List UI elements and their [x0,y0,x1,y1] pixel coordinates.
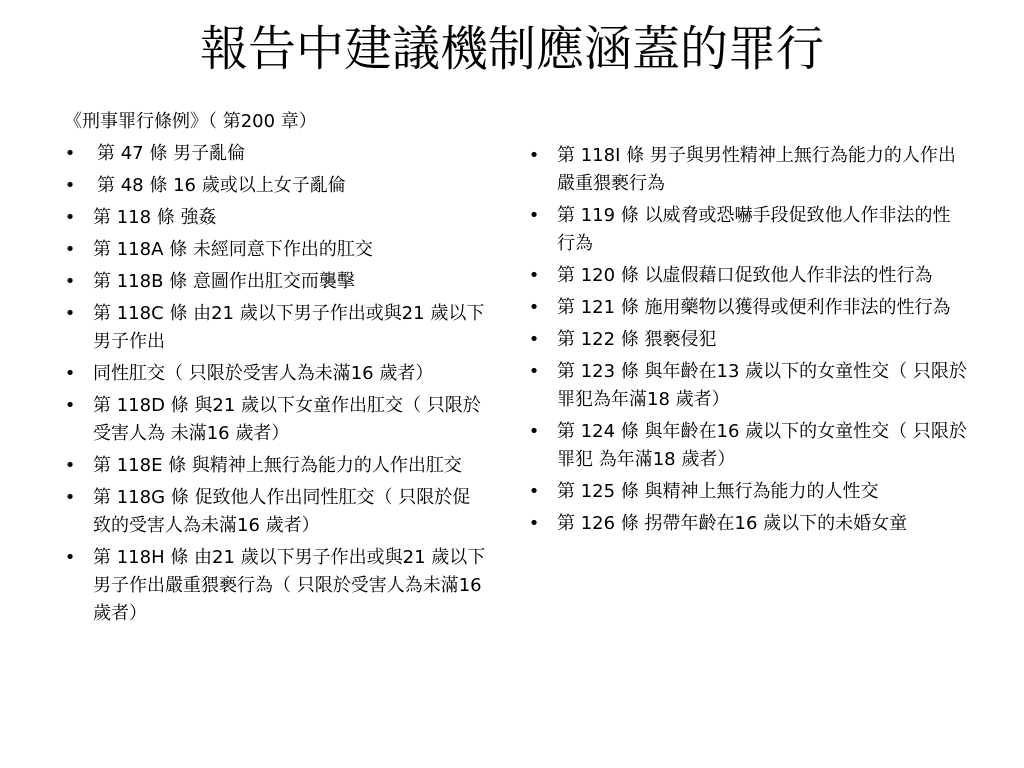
bullet-icon: • [64,143,76,164]
offense-text: 第 118D 條 與21 歲以下女童作出肛交（ 只限於受害人為 未滿16 歲者） [93,395,481,444]
offense-text: 第 48 條 16 歲或以上女子亂倫 [97,175,346,196]
offense-text: 第 120 條 以虛假藉口促致他人作非法的性行為 [557,265,933,286]
offense-text: 第 118C 條 由21 歲以下男子作出或與21 歲以下男子作出 [93,303,485,352]
list-item [64,300,488,356]
offense-text: 第 47 條 男子亂倫 [97,143,246,164]
list-item [64,140,488,168]
offense-text: 第 118H 條 由21 歲以下男子作出或與21 歲以下男子作出嚴重猥褻行為（ 只限於受害人為未滿16 歲者） [93,547,486,624]
bullet-icon: • [528,329,540,350]
offense-text: 第 118B 條 意圖作出肛交而襲擊 [93,271,355,292]
list-item [528,418,968,474]
offense-text: 第 125 條 與精神上無行為能力的人性交 [557,481,879,502]
bullet-icon: • [64,547,76,568]
list-item [64,236,488,264]
list-item [64,392,488,448]
offense-text: 第 124 條 與年齡在16 歲以下的女童性交（ 只限於罪犯 為年滿18 歲者） [557,421,967,470]
list-item [528,358,968,414]
list-item [64,204,488,232]
offense-text: 第 119 條 以威脅或恐嚇手段促致他人作非法的性行為 [557,205,951,254]
left-offense-list [64,140,488,628]
bullet-icon: • [64,487,76,508]
right-offense-list [528,142,968,538]
list-item [528,202,968,258]
offense-text: 第 118G 條 促致他人作出同性肛交（ 只限於促致的受害人為未滿16 歲者） [93,487,471,536]
list-item [528,326,968,354]
bullet-icon: • [64,271,76,292]
offense-text: 第 121 條 施用藥物以獲得或便利作非法的性行為 [557,297,951,318]
bullet-icon: • [528,297,540,318]
offense-text: 第 118A 條 未經同意下作出的肛交 [93,239,373,260]
offense-text: 同性肛交（ 只限於受害人為未滿16 歲者） [93,363,434,384]
slide-title: 報告中建議機制應涵蓋的罪行 [199,21,824,77]
list-item [64,452,488,480]
list-item [64,484,488,540]
bullet-icon: • [528,265,540,286]
list-item [528,478,968,506]
list-item [64,172,488,200]
offense-text: 第 118E 條 與精神上無行為能力的人作出肛交 [93,455,462,476]
offense-text: 第 122 條 猥褻侵犯 [557,329,717,350]
list-item [528,262,968,290]
list-item [528,510,968,538]
list-item [64,360,488,388]
bullet-icon: • [528,481,540,502]
offense-text: 第 126 條 拐帶年齡在16 歲以下的未婚女童 [557,513,908,534]
list-item [64,268,488,296]
bullet-icon: • [64,239,76,260]
bullet-icon: • [64,303,76,324]
left-column [64,108,488,632]
list-item [528,142,968,198]
bullet-icon: • [64,175,76,196]
ordinance-heading: 《刑事罪行條例》（ 第200 章） [64,111,317,132]
bullet-icon: • [528,205,540,226]
list-item [528,294,968,322]
list-item [64,544,488,628]
offense-text: 第 123 條 與年齡在13 歲以下的女童性交（ 只限於罪犯為年滿18 歲者） [557,361,967,410]
bullet-icon: • [528,421,540,442]
offense-text: 第 118I 條 男子與男性精神上無行為能力的人作出嚴重猥褻行為 [557,145,956,194]
bullet-icon: • [528,145,540,166]
bullet-icon: • [528,361,540,382]
bullet-icon: • [64,395,76,416]
bullet-icon: • [64,363,76,384]
offense-text: 第 118 條 強姦 [93,207,217,228]
bullet-icon: • [528,513,540,534]
bullet-icon: • [64,455,76,476]
bullet-icon: • [64,207,76,228]
right-column [528,142,968,542]
